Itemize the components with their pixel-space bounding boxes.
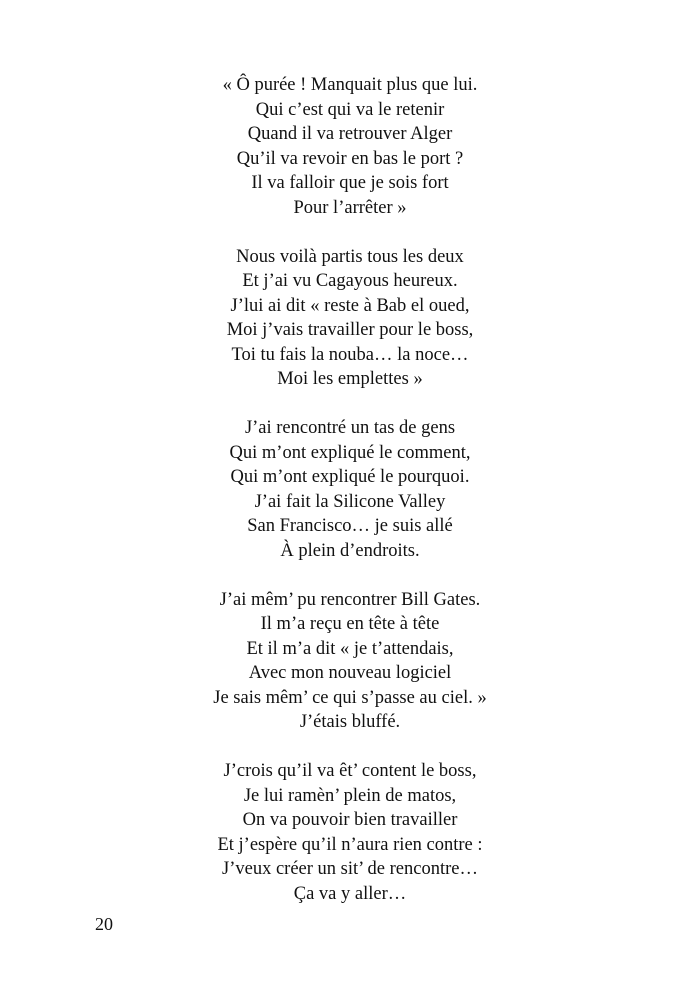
verse-line: Pour l’arrêter » xyxy=(293,197,407,218)
stanza-2 xyxy=(0,245,700,392)
stanza-3 xyxy=(0,416,700,563)
verse-line: À plein d’endroits. xyxy=(280,540,420,561)
verse-line: J’étais bluffé. xyxy=(299,712,401,732)
verse-line: Avec mon nouveau logiciel xyxy=(248,663,452,683)
verse-line: Moi les emplettes » xyxy=(277,369,423,389)
stanza-5 xyxy=(0,759,700,906)
verse-line: J’veux créer un sit’ de rencontre… xyxy=(222,859,478,879)
verse-line: San Francisco… je suis allé xyxy=(247,516,453,536)
poem-body xyxy=(0,73,700,931)
verse-line: Il m’a reçu en tête à tête xyxy=(260,614,440,634)
verse-line: Et j’espère qu’il n’aura rien contre : xyxy=(217,834,483,855)
verse-line: Qui m’ont expliqué le pourquoi. xyxy=(230,467,470,487)
verse-line: On va pouvoir bien travailler xyxy=(242,810,458,830)
verse-line: Ça va y aller… xyxy=(293,883,407,904)
verse-line: « Ô purée ! Manquait plus que lui. xyxy=(222,75,478,95)
verse-line: Qu’il va revoir en bas le port ? xyxy=(236,148,464,169)
verse-line: Quand il va retrouver Alger xyxy=(247,124,453,144)
verse-line: Et j’ai vu Cagayous heureux. xyxy=(242,271,458,291)
stanza-1 xyxy=(0,73,700,220)
verse-line: Et il m’a dit « je t’attendais, xyxy=(246,638,454,659)
verse-line: J’crois qu’il va êt’ content le boss, xyxy=(223,761,477,781)
verse-line: Il va falloir que je sois fort xyxy=(251,173,449,193)
verse-line: J’lui ai dit « reste à Bab el oued, xyxy=(230,295,470,316)
verse-line: Qui c’est qui va le retenir xyxy=(255,99,445,120)
verse-line: Qui m’ont expliqué le comment, xyxy=(229,442,471,463)
verse-line: J’ai rencontré un tas de gens xyxy=(244,418,456,438)
verse-line: Je lui ramèn’ plein de matos, xyxy=(243,785,457,806)
verse-line: Je sais mêm’ ce qui s’passe au ciel. » xyxy=(213,687,487,708)
verse-line: Moi j’vais travailler pour le boss, xyxy=(226,320,474,340)
stanza-4 xyxy=(0,588,700,735)
verse-line: J’ai fait la Silicone Valley xyxy=(254,491,446,512)
verse-line: Nous voilà partis tous les deux xyxy=(236,246,464,267)
verse-line: Toi tu fais la nouba… la noce… xyxy=(231,344,469,365)
page-number: 20 xyxy=(95,914,113,934)
verse-line: J’ai mêm’ pu rencontrer Bill Gates. xyxy=(219,589,481,610)
